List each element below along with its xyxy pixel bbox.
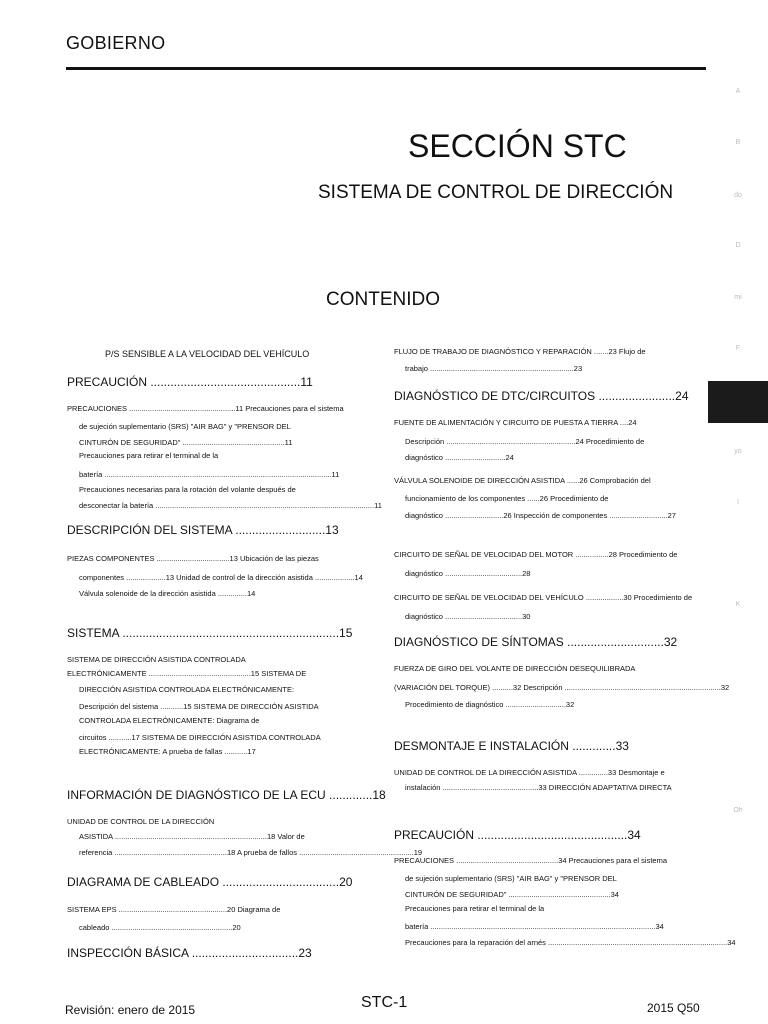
side-tab-c[interactable]: do <box>734 192 742 199</box>
side-tab-i[interactable]: I <box>737 499 739 506</box>
section-group-header: GOBIERNO <box>66 33 166 53</box>
toc-entry[interactable]: Precauciones para retirar el terminal de la <box>79 451 219 460</box>
toc-entry[interactable]: Precauciones necesarias para la rotación del volante después de <box>79 485 296 494</box>
toc-heading[interactable]: INFORMACIÓN DE DIAGNÓSTICO DE LA ECU .............18 <box>67 788 386 802</box>
page-subtitle: SISTEMA DE CONTROL DE DIRECCIÓN <box>318 182 674 203</box>
toc-heading[interactable]: DIAGNÓSTICO DE SÍNTOMAS .............................32 <box>394 635 678 649</box>
toc-heading[interactable]: DESCRIPCIÓN DEL SISTEMA ...........................13 <box>67 523 339 537</box>
toc-entry[interactable]: DIRECCIÓN ASISTIDA CONTROLADA ELECTRÓNICAMENTE: <box>79 685 295 694</box>
toc-entry[interactable]: diagnóstico .....................................30 <box>405 612 531 621</box>
toc-entry[interactable]: VÁLVULA SOLENOIDE DE DIRECCIÓN ASISTIDA ......26 Comprobación del <box>394 476 651 485</box>
toc-heading[interactable]: DIAGNÓSTICO DE DTC/CIRCUITOS .......................24 <box>394 389 689 403</box>
toc-entry[interactable]: de sujeción suplementario (SRS) "AIR BAG" y "PRENSOR DEL <box>405 874 617 883</box>
toc-entry[interactable]: ELECTRÓNICAMENTE .................................................15 SISTEMA DE <box>67 669 307 678</box>
toc-heading[interactable]: DESMONTAJE E INSTALACIÓN .............33 <box>394 739 629 753</box>
toc-entry[interactable]: UNIDAD DE CONTROL DE LA DIRECCIÓN <box>67 817 215 826</box>
side-tab-k[interactable]: K <box>735 601 741 608</box>
toc-group-label: P/S SENSIBLE A LA VELOCIDAD DEL VEHÍCULO <box>105 349 310 359</box>
toc-entry[interactable]: CONTROLADA ELECTRÓNICAMENTE: Diagrama de <box>79 716 260 725</box>
toc-entry[interactable]: Precauciones para retirar el terminal de la <box>405 904 545 913</box>
toc-heading[interactable]: PRECAUCIÓN .............................................34 <box>394 828 641 842</box>
toc-entry[interactable]: batería ............................................................................................................34 <box>405 922 664 931</box>
revision-date: Revisión: enero de 2015 <box>65 1003 196 1017</box>
toc-entry[interactable]: diagnóstico .............................24 <box>405 453 514 462</box>
model-year: 2015 Q50 <box>647 1001 700 1015</box>
toc-entry[interactable]: batería .............................................................................................................11 <box>79 470 340 479</box>
toc-entry[interactable]: CINTURÓN DE SEGURIDAD" .................................................11 <box>79 438 293 447</box>
toc-entry[interactable]: FUERZA DE GIRO DEL VOLANTE DE DIRECCIÓN DESEQUILIBRADA <box>394 664 636 673</box>
toc-entry[interactable]: PRECAUCIONES ...................................................11 Precauciones para el sistema <box>67 404 344 413</box>
toc-entry[interactable]: ASISTIDA .........................................................................18 Valor de <box>79 832 305 841</box>
side-tab-e[interactable]: mi <box>734 294 742 301</box>
side-tab-b[interactable]: B <box>735 139 741 146</box>
toc-entry[interactable]: desconectar la batería .........................................................................................................11 <box>79 501 382 510</box>
toc-heading[interactable]: INSPECCIÓN BÁSICA ................................23 <box>67 946 312 960</box>
page-title: SECCIÓN STC <box>408 128 627 164</box>
toc-entry[interactable]: referencia ......................................................18 A prueba de fallos .......................................................19 <box>79 848 423 857</box>
contents-heading: CONTENIDO <box>326 289 440 310</box>
toc-entry[interactable]: UNIDAD DE CONTROL DE LA DIRECCIÓN ASISTIDA ..............33 Desmontaje e <box>394 768 665 777</box>
toc-entry[interactable]: Válvula solenoide de la dirección asistida ..............14 <box>79 589 256 598</box>
side-tab-h[interactable]: yo <box>734 448 742 455</box>
toc-entry[interactable]: cableado ..........................................................20 <box>79 923 241 932</box>
toc-heading[interactable]: PRECAUCIÓN .............................................11 <box>67 375 313 389</box>
toc-entry[interactable]: circuitos ...........17 SISTEMA DE DIRECCIÓN ASISTIDA CONTROLADA <box>79 733 321 742</box>
toc-entry[interactable]: CIRCUITO DE SEÑAL DE VELOCIDAD DEL MOTOR ................28 Procedimiento de <box>394 550 678 559</box>
side-tab-active[interactable] <box>708 381 768 423</box>
toc-entry[interactable]: FLUJO DE TRABAJO DE DIAGNÓSTICO Y REPARACIÓN .......23 Flujo de <box>394 347 646 356</box>
toc-entry[interactable]: Descripción del sistema ...........15 SISTEMA DE DIRECCIÓN ASISTIDA <box>79 702 319 711</box>
toc-entry[interactable]: de sujeción suplementario (SRS) "AIR BAG" y "PRENSOR DEL <box>79 422 291 431</box>
toc-entry[interactable]: CIRCUITO DE SEÑAL DE VELOCIDAD DEL VEHÍCULO ..................30 Procedimiento de <box>394 593 693 602</box>
side-tab-d[interactable]: D <box>735 242 741 249</box>
toc-entry[interactable]: ELECTRÓNICAMENTE: A prueba de fallas ...........17 <box>79 747 256 756</box>
toc-entry[interactable]: diagnóstico ............................26 Inspección de componentes ............................27 <box>405 511 676 520</box>
toc-entry[interactable]: diagnóstico .....................................28 <box>405 569 531 578</box>
toc-entry[interactable]: SISTEMA DE DIRECCIÓN ASISTIDA CONTROLADA <box>67 655 246 664</box>
toc-entry[interactable]: CINTURÓN DE SEGURIDAD" .................................................34 <box>405 890 619 899</box>
page-number: STC-1 <box>361 994 408 1011</box>
toc-entry[interactable]: PIEZAS COMPONENTES ...................................13 Ubicación de las piezas <box>67 554 319 563</box>
toc-entry[interactable]: Procedimiento de diagnóstico .............................32 <box>405 700 575 709</box>
toc-heading[interactable]: SISTEMA .................................................................15 <box>67 626 353 640</box>
side-tab-a[interactable]: A <box>735 88 741 95</box>
side-tab-o[interactable]: Oh <box>733 807 743 814</box>
toc-entry[interactable]: Precauciones para la reparación del arnés ......................................................................................34 <box>405 938 736 947</box>
toc-entry[interactable]: componentes ...................13 Unidad de control de la dirección asistida ...................14 <box>79 573 363 582</box>
side-tab-f[interactable]: F <box>735 345 741 352</box>
toc-entry[interactable]: trabajo .....................................................................23 <box>405 364 583 373</box>
toc-entry[interactable]: funcionamiento de los componentes ......26 Procedimiento de <box>405 494 609 503</box>
toc-entry[interactable]: FUENTE DE ALIMENTACIÓN Y CIRCUITO DE PUESTA A TIERRA ....24 <box>394 418 637 427</box>
toc-heading[interactable]: DIAGRAMA DE CABLEADO ...................................20 <box>67 875 353 889</box>
header-rule <box>66 67 706 70</box>
toc-entry[interactable]: SISTEMA EPS ....................................................20 Diagrama de <box>67 905 281 914</box>
toc-entry[interactable]: instalación ..............................................33 DIRECCIÓN ADAPTATIVA DIRECTA <box>405 783 672 792</box>
toc-entry[interactable]: PRECAUCIONES .................................................34 Precauciones para el sistema <box>394 856 668 865</box>
toc-entry[interactable]: (VARIACIÓN DEL TORQUE) ..........32 Descripción ...........................................................................32 <box>394 683 730 692</box>
toc-entry[interactable]: Descripción ..............................................................24 Procedimiento de <box>405 437 645 446</box>
